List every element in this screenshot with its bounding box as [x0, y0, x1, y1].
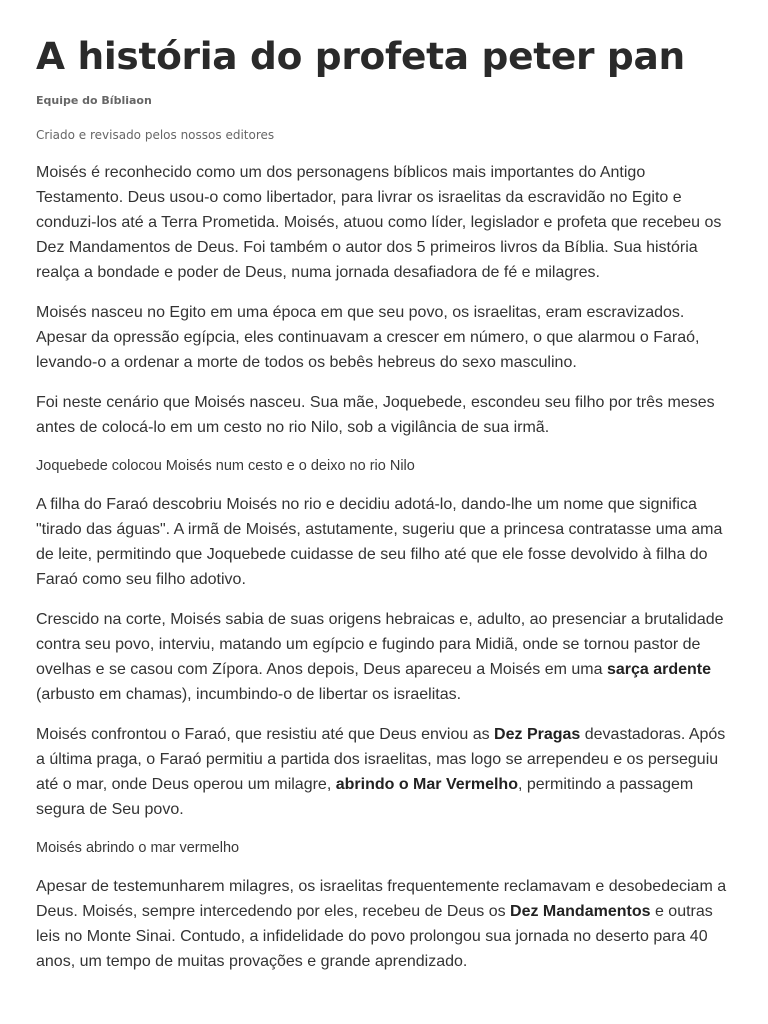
bold-term-commandments: Dez Mandamentos [510, 903, 651, 920]
article-author: Equipe do Bíbliaon [36, 94, 152, 107]
bold-term-ten-plagues: Dez Pragas [494, 726, 581, 743]
paragraph-plagues [36, 722, 732, 822]
text-segment: Crescido na corte, Moisés sabia de suas origens hebraicas e, adulto, ao presenciar a brutalidade contra seu povo, interviu, matando um egípcio e fugindo para Midiã, onde se tornou pastor de ovelhas e se casou com Zípora. Anos depois, Deus apareceu a Moisés em uma [36, 611, 724, 678]
text-segment: Apesar de testemunharem milagres, os israelitas frequentemente reclamavam e desobedeciam a Deus. Moisés, sempre intercedendo por eles, recebeu de Deus os [36, 878, 727, 920]
paragraph-adoption: A filha do Faraó descobriu Moisés no rio e decidiu adotá-lo, dando-lhe um nome que significa "tirado das águas". A irmã de Moisés, astutamente, sugeriu que a princesa contratasse uma ama de leite, permitindo que Joquebede cuidasse de seu filho até que ele fosse devolvido à filha do Faraó como seu filho adotivo. [36, 496, 723, 588]
bold-term-burning-bush: sarça ardente [606, 661, 712, 678]
text-segment: e outras leis no Monte Sinai. Contudo, a infidelidade do povo prolongou sua jornada no deserto para 40 anos, um tempo de muitas provações e grande aprendizado. [36, 903, 713, 970]
paragraph-birth: Foi neste cenário que Moisés nasceu. Sua mãe, Joquebede, escondeu seu filho por três meses antes de colocá-lo em um cesto no rio Nilo, sob a vigilância de sua irmã. [36, 394, 715, 436]
article-body [36, 160, 732, 989]
image-caption-basket: Joquebede colocou Moisés num cesto e o deixo no rio Nilo [36, 458, 415, 474]
article-title: A história do profeta peter pan [36, 34, 685, 78]
text-segment: Moisés confrontou o Faraó, que resistiu até que Deus enviou as [36, 726, 495, 743]
article-reviewed-note: Criado e revisado pelos nossos editores [36, 128, 275, 142]
paragraph-burning-bush [36, 607, 732, 707]
paragraph-birth-context: Moisés nasceu no Egito em uma época em que seu povo, os israelitas, eram escravizados. Apesar da opressão egípcia, eles continuavam a crescer em número, o que alarmou o Faraó, levando-o a ordenar a morte de todos os bebês hebreus do sexo masculino. [36, 304, 700, 371]
text-segment: (arbusto em chamas), incumbindo-o de libertar os israelitas. [36, 686, 462, 703]
image-caption-red-sea: Moisés abrindo o mar vermelho [36, 840, 240, 856]
paragraph-intro: Moisés é reconhecido como um dos personagens bíblicos mais importantes do Antigo Testamento. Deus usou-o como libertador, para livrar os israelitas da escravidão no Egito e conduzi-los até a Terra Prometida. Moisés, atuou como líder, legislador e profeta que recebeu os Dez Mandamentos de Deus. Foi também o autor dos 5 primeiros livros da Bíblia. Sua história realça a bondade e poder de Deus, numa jornada desafiadora de fé e milagres. [36, 164, 722, 281]
paragraph-commandments [36, 874, 732, 974]
text-segment: , permitindo a passagem segura de Seu povo. [36, 776, 694, 818]
text-segment: devastadoras. Após a última praga, o Faraó permitiu a partida dos israelitas, mas logo se arrependeu e os perseguiu até o mar, onde Deus operou um milagre, [36, 726, 726, 793]
bold-term-red-sea: abrindo o Mar Vermelho [335, 776, 518, 793]
